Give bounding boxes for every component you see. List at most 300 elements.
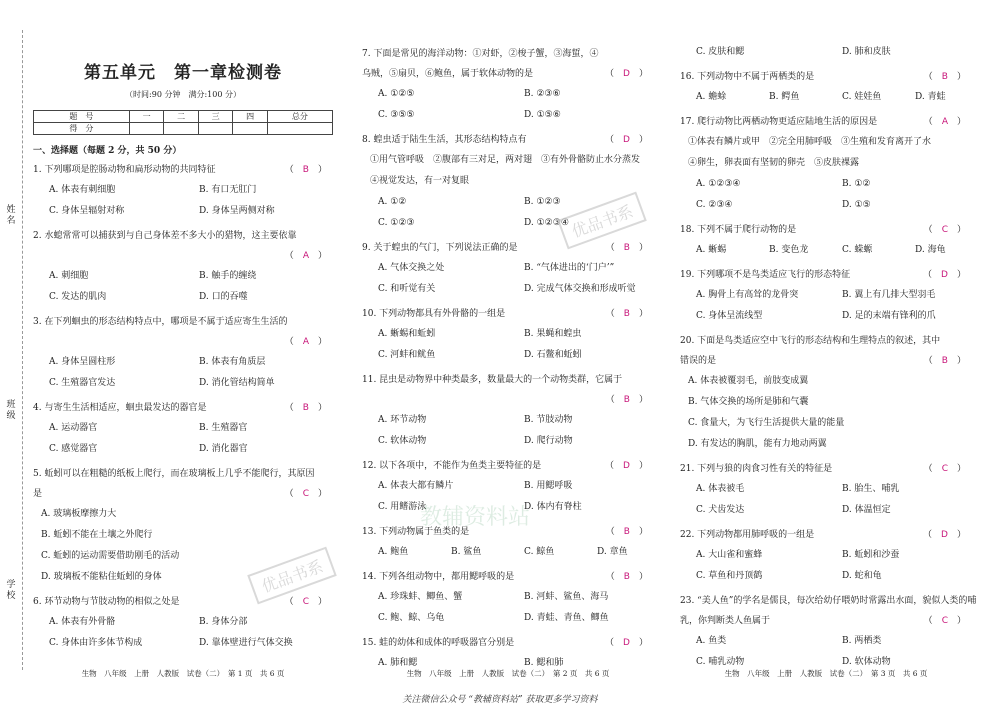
bottom-note: 关注微信公众号 “教辅资料站” 获取更多学习资料: [402, 695, 598, 705]
bracket: （: [605, 638, 624, 648]
watermark: 教辅资料站: [420, 505, 531, 530]
question: [362, 44, 654, 126]
answer-letter: D: [623, 135, 630, 145]
bracket: ）: [629, 461, 648, 471]
question: [680, 591, 977, 673]
answer-letter: D: [623, 461, 630, 471]
option: D. 蛇和龟: [842, 571, 882, 581]
score-row-label: 得 分: [34, 123, 130, 135]
bracket: ）: [947, 464, 966, 474]
bracket: （: [923, 270, 942, 280]
option: B. 有口无肛门: [199, 185, 257, 195]
option: A. ①②: [378, 197, 407, 207]
option: D. 石鳖和蚯蚓: [524, 350, 582, 360]
section-heading: 一、选择题（每题 2 分，共 50 分）: [33, 146, 182, 156]
question-line: 19. 下列哪项不是鸟类适应飞行的形态特征: [680, 270, 851, 280]
option: A. 玻璃板摩擦力大: [41, 509, 117, 519]
answer-mark: [285, 246, 327, 266]
question-line: 是: [33, 489, 43, 499]
answer-letter: C: [941, 225, 948, 235]
page-title: 第五单元 第一章检测卷: [84, 63, 282, 83]
question-text: [33, 398, 333, 418]
column-2: [362, 40, 654, 674]
answer-letter: D: [623, 69, 630, 79]
bracket: （: [923, 616, 942, 626]
answer-letter: B: [623, 243, 630, 253]
question-line: 23. “美人鱼”的学名是儒艮，每次给幼仔喂奶时常露出水面，貌似人类的哺: [680, 596, 977, 606]
bracket: ）: [629, 527, 648, 537]
bracket: ）: [308, 337, 327, 347]
question-line: 14. 下列各组动物中，都用鳃呼吸的是: [362, 572, 515, 582]
question: [33, 592, 333, 654]
question-text: [680, 112, 972, 132]
options: [33, 266, 333, 308]
option: D. 青蛙: [915, 92, 946, 102]
bracket: （: [605, 527, 624, 537]
option: A. ①②⑤: [378, 89, 415, 99]
option: B. 体表有角质层: [199, 357, 266, 367]
option: D. 消化管结构简单: [199, 378, 275, 388]
option: A. 刺细胞: [49, 271, 89, 281]
options: [33, 612, 333, 654]
question-line: 18. 下列不属于爬行动物的是: [680, 225, 797, 235]
question-text: [362, 64, 654, 84]
bracket: ）: [308, 403, 327, 413]
option: C. 鲍、鲸、乌龟: [378, 613, 445, 623]
question-line: 13. 下列动物属于鱼类的是: [362, 527, 470, 537]
option: B. 生殖器官: [199, 423, 248, 433]
option: C. 身体呈流线型: [696, 311, 763, 321]
question-line: 20. 下面是鸟类适应空中飞行的形态结构和生理特点的叙述，其中: [680, 336, 941, 346]
question-text: [680, 591, 977, 611]
question: [362, 567, 654, 629]
option: A. 体表被覆羽毛，前肢变成翼: [688, 376, 809, 386]
answer-mark: [924, 611, 966, 631]
question-text: [680, 351, 972, 371]
publisher-stamp: 优品书系: [247, 547, 337, 605]
option: B. 气体交换的场所是肺和气囊: [688, 397, 809, 407]
bracket: ）: [629, 243, 648, 253]
option: B. 两栖类: [842, 636, 882, 646]
question-text: [362, 633, 654, 653]
question-line: 6. 环节动物与节肢动物的相似之处是: [33, 597, 180, 607]
option: B. 鳃和肺: [524, 658, 564, 668]
question-list: [680, 42, 977, 673]
option: D. 口的吞噬: [199, 292, 248, 302]
option: C. 娃娃鱼: [842, 92, 882, 102]
question: [33, 160, 333, 222]
question-line: 21. 下列与狼的肉食习性有关的特征是: [680, 464, 833, 474]
options: [680, 240, 972, 261]
score-table: [33, 110, 333, 135]
option: C. 河蚌和鱿鱼: [378, 350, 436, 360]
option: C. 用鳍游泳: [378, 502, 427, 512]
answer-letter: B: [623, 309, 630, 319]
bracket: （: [284, 489, 303, 499]
option: C. ②③④: [696, 200, 733, 210]
option: C. 食量大，为飞行生活提供大量的能量: [688, 418, 845, 428]
answer-letter: A: [941, 117, 948, 127]
option: B. 胎生、哺乳: [842, 484, 900, 494]
options: [680, 42, 972, 63]
answer-letter: C: [302, 597, 309, 607]
option: B. 翼上有几排大型羽毛: [842, 290, 936, 300]
question-line: 4. 与寄生生活相适应，蛔虫最发达的器官是: [33, 403, 207, 413]
question-text: [362, 456, 654, 476]
option: D. 足的末端有锋利的爪: [842, 311, 936, 321]
question-text: [680, 67, 972, 87]
option: C. ③⑤⑤: [378, 110, 415, 120]
answer-mark: [285, 592, 327, 612]
question-line: 22. 下列动物都用肺呼吸的一组是: [680, 530, 815, 540]
answer-letter: C: [941, 616, 948, 626]
option: B. “气体进出的‘门户’”: [524, 263, 615, 273]
answer-mark: [923, 265, 966, 285]
question-line: 2. 水螅常常可以捕获到与自己身体差不多大小的猎物，这主要依靠: [33, 231, 297, 241]
option: B. ②③⑥: [524, 89, 561, 99]
answer-mark: [285, 160, 327, 180]
option: B. 蚯蚓不能在土壤之外爬行: [41, 530, 153, 540]
question-text: [680, 331, 972, 351]
question: [680, 220, 972, 261]
answer-letter: B: [623, 572, 630, 582]
score-cell: [267, 123, 332, 135]
option: D. 身体呈两侧对称: [199, 206, 275, 216]
answer-mark: [924, 220, 966, 240]
options: [362, 84, 654, 126]
bracket: ）: [308, 251, 327, 261]
option: A. ①②③④: [696, 179, 741, 189]
question-text: [33, 484, 333, 504]
question-line: 16. 下列动物中不属于两栖类的是: [680, 72, 815, 82]
bracket: ）: [308, 165, 327, 175]
option: D. ①⑤⑥: [524, 110, 561, 120]
option: C. ①②③: [378, 218, 415, 228]
score-cell: [164, 123, 199, 135]
options: [362, 258, 654, 300]
option: C. 犬齿发达: [696, 505, 745, 515]
answer-mark: [923, 525, 966, 545]
answer-letter: B: [941, 356, 948, 366]
question-line: 7. 下面是常见的海洋动物：①对虾，②梭子蟹，③海蜇，④: [362, 49, 599, 59]
option: D. ①⑤: [842, 200, 871, 210]
option: D. 有发达的胸肌，能有力地动两翼: [688, 439, 827, 449]
option: C. 软体动物: [378, 436, 427, 446]
option: A. 大山雀和蜜蜂: [696, 550, 763, 560]
answer-mark: [285, 484, 327, 504]
question: [362, 370, 654, 452]
bracket: ）: [629, 135, 648, 145]
bracket: （: [284, 251, 303, 261]
bracket: ）: [629, 309, 648, 319]
question-text: [33, 312, 333, 332]
option: D. 软体动物: [842, 657, 891, 667]
score-cell: [198, 123, 233, 135]
page-subtitle: （时间:90 分钟 满分:100 分）: [125, 90, 241, 99]
question-line: 9. 关于蝗虫的气门，下列说法正确的是: [362, 243, 518, 253]
answer-mark: [924, 351, 966, 371]
bracket: （: [923, 117, 942, 127]
options: [680, 545, 972, 587]
answer-letter: B: [302, 403, 309, 413]
option: D. 爬行动物: [524, 436, 573, 446]
question: [680, 265, 972, 327]
bracket: ）: [947, 270, 966, 280]
question-line: 错误的是: [680, 356, 717, 366]
publisher-stamp: 优品书系: [557, 192, 647, 250]
answer-mark: [924, 459, 966, 479]
option: D. 肺和皮肤: [842, 47, 891, 57]
options: [680, 87, 972, 108]
question: [362, 238, 654, 300]
question-line: 15. 蛙的幼体和成体的呼吸器官分别是: [362, 638, 515, 648]
option: B. ①②③: [524, 197, 561, 207]
option: D. 海龟: [915, 245, 946, 255]
bracket: （: [923, 464, 942, 474]
option: C. 发达的肌肉: [49, 292, 107, 302]
option: B. 变色龙: [769, 245, 809, 255]
binding-line: [22, 30, 23, 670]
options: [362, 324, 654, 366]
name-label: 姓名: [6, 205, 16, 226]
question-line: 10. 下列动物都具有外骨骼的一组是: [362, 309, 506, 319]
question: [362, 304, 654, 366]
bracket: （: [605, 135, 624, 145]
bracket: （: [605, 461, 624, 471]
bracket: ）: [947, 117, 966, 127]
page-footer: 生物 八年级 上册 人教版 试卷（二） 第 3 页 共 6 页: [724, 669, 928, 678]
question: [680, 67, 972, 108]
question-line: 3. 在下列蛔虫的形态结构特点中，哪项是不属于适应寄生生活的: [33, 317, 288, 327]
bracket: ）: [947, 72, 966, 82]
answer-mark: [924, 67, 966, 87]
question-line: 12. 以下各项中，不能作为鱼类主要特征的是: [362, 461, 542, 471]
option: A. 体表大都有鳞片: [378, 481, 454, 491]
question-text: [362, 130, 654, 150]
option: A. 蜥蜴和蚯蚓: [378, 329, 436, 339]
answer-letter: B: [623, 527, 630, 537]
option: B. 节肢动物: [524, 415, 573, 425]
option: A. 体表有刺细胞: [49, 185, 116, 195]
question-text: [362, 390, 654, 410]
option: A. 肺和鳃: [378, 658, 418, 668]
option: B. ①②: [842, 179, 871, 189]
options: [362, 410, 654, 452]
question-line: 1. 下列哪项是腔肠动物和扁形动物的共同特征: [33, 165, 216, 175]
score-cell: [233, 123, 268, 135]
bracket: （: [605, 395, 624, 405]
options: [680, 285, 972, 327]
option: ①用气管呼吸 ②腹部有三对足，两对翅 ③有外骨骼防止水分蒸发: [370, 155, 641, 165]
column-3: [680, 38, 977, 673]
answer-letter: C: [302, 489, 309, 499]
answer-mark: [606, 238, 648, 258]
score-header-cell: 题 号: [34, 111, 130, 123]
bracket: （: [605, 69, 624, 79]
score-header-cell: 一: [129, 111, 164, 123]
question-text: [362, 238, 654, 258]
question-text: [33, 592, 333, 612]
bracket: （: [923, 356, 942, 366]
options: [362, 587, 654, 629]
question-text: [33, 332, 333, 352]
option: ④视觉发达，有一对复眼: [370, 176, 470, 186]
question-text: [362, 370, 654, 390]
question: [680, 331, 972, 455]
option: A. 珍珠蚌、鲫鱼、蟹: [378, 592, 463, 602]
page-footer: 生物 八年级 上册 人教版 试卷（二） 第 1 页 共 6 页: [81, 669, 285, 678]
page-footer: 生物 八年级 上册 人教版 试卷（二） 第 2 页 共 6 页: [406, 669, 610, 678]
question-text: [680, 611, 972, 631]
bracket: （: [923, 225, 942, 235]
option: B. 果蝇和蝗虫: [524, 329, 582, 339]
score-header-cell: 总分: [267, 111, 332, 123]
bracket: ）: [629, 69, 648, 79]
bracket: ）: [308, 597, 327, 607]
option: C. 身体由许多体节构成: [49, 638, 143, 648]
option: A. 胸骨上有高耸的龙骨突: [696, 290, 799, 300]
question: [680, 459, 972, 521]
question-text: [33, 246, 333, 266]
answer-mark: [285, 332, 327, 352]
question-line: 11. 昆虫是动物界中种类最多，数量最大的一个动物类群，它属于: [362, 375, 623, 385]
question-text: [680, 525, 972, 545]
option: D. 靠体壁进行气体交换: [199, 638, 293, 648]
option: C. 蚯蚓的运动需要借助刚毛的活动: [41, 551, 180, 561]
option: D. ①②③④: [524, 218, 569, 228]
option: C. 身体呈辐射对称: [49, 206, 125, 216]
answer-mark: [606, 522, 648, 542]
bracket: （: [605, 309, 624, 319]
option: B. 河蚌、鲨鱼、海马: [524, 592, 609, 602]
option: D. 章鱼: [597, 547, 628, 557]
option: B. 用鳃呼吸: [524, 481, 573, 491]
option: C. 蝾螈: [842, 245, 873, 255]
bracket: （: [923, 72, 942, 82]
option: B. 蚯蚓和沙蚕: [842, 550, 900, 560]
option: D. 消化器官: [199, 444, 248, 454]
option: A. 体表有外骨骼: [49, 617, 116, 627]
answer-letter: B: [623, 395, 630, 405]
question-text: [680, 459, 972, 479]
bracket: ）: [308, 489, 327, 499]
question-line: 乳，你判断类人鱼属于: [680, 616, 771, 626]
option: A. 气体交换之处: [378, 263, 445, 273]
bracket: （: [923, 530, 942, 540]
bracket: （: [284, 337, 303, 347]
option: A. 鲍鱼: [378, 547, 409, 557]
option: A. 环节动物: [378, 415, 427, 425]
question-text: [680, 265, 972, 285]
answer-letter: D: [941, 530, 948, 540]
question-text: [362, 567, 654, 587]
options: [33, 180, 333, 222]
option: A. 蜥蜴: [696, 245, 727, 255]
option: A. 身体呈圆柱形: [49, 357, 116, 367]
score-cell: [129, 123, 164, 135]
bracket: （: [284, 165, 303, 175]
option: C. 和听觉有关: [378, 284, 436, 294]
answer-mark: [605, 456, 648, 476]
question-text: [680, 220, 972, 240]
bracket: ）: [947, 356, 966, 366]
answer-letter: A: [302, 251, 309, 261]
answer-mark: [606, 567, 648, 587]
question: [33, 398, 333, 460]
question: [33, 312, 333, 394]
option: C. 鲸鱼: [524, 547, 555, 557]
question: [680, 112, 972, 216]
options: [362, 542, 654, 563]
question-line: 17. 爬行动物比两栖动物更适应陆地生活的原因是: [680, 117, 878, 127]
bracket: （: [284, 597, 303, 607]
option: D. 体温恒定: [842, 505, 891, 515]
answer-letter: C: [941, 464, 948, 474]
question: [33, 226, 333, 308]
question-line: 乌贼，⑤扇贝，⑥鲍鱼，属于软体动物的是: [362, 69, 534, 79]
options: [680, 631, 972, 673]
option: B. 鳄鱼: [769, 92, 800, 102]
option: A. 蟾蜍: [696, 92, 727, 102]
question: [680, 42, 972, 63]
question: [680, 525, 972, 587]
answer-letter: A: [302, 337, 309, 347]
option: A. 体表被毛: [696, 484, 745, 494]
question-text: [33, 160, 333, 180]
option: D. 玻璃板不能粘住蚯蚓的身体: [41, 572, 162, 582]
answer-mark: [606, 390, 648, 410]
option: ④卵生，卵表面有坚韧的卵壳 ⑤皮肤裸露: [688, 158, 860, 168]
bracket: ）: [947, 616, 966, 626]
answer-mark: [285, 398, 327, 418]
option: C. 草鱼和丹顶鹤: [696, 571, 763, 581]
question-line: 5. 蚯蚓可以在粗糙的纸板上爬行，而在玻璃板上几乎不能爬行，其原因: [33, 469, 315, 479]
bracket: （: [605, 572, 624, 582]
bracket: ）: [629, 395, 648, 405]
option: A. 鱼类: [696, 636, 727, 646]
option: D. 完成气体交换和形成听觉: [524, 284, 636, 294]
bracket: （: [605, 243, 624, 253]
score-header-cell: 二: [164, 111, 199, 123]
option: D. 青蛙、青鱼、鲫鱼: [524, 613, 609, 623]
option: A. 运动器官: [49, 423, 98, 433]
question-text: [33, 226, 333, 246]
bracket: ）: [947, 225, 966, 235]
answer-mark: [606, 304, 648, 324]
option: D. 体内有脊柱: [524, 502, 582, 512]
bracket: ）: [629, 638, 648, 648]
option: C. 哺乳动物: [696, 657, 745, 667]
bracket: ）: [947, 530, 966, 540]
option: C. 皮肤和鳃: [696, 47, 745, 57]
class-label: 班级: [6, 400, 16, 421]
option: C. 感觉器官: [49, 444, 98, 454]
options: [33, 352, 333, 394]
question-list: [362, 44, 654, 674]
answer-letter: B: [941, 72, 948, 82]
option: B. 鲨鱼: [451, 547, 482, 557]
answer-mark: [924, 112, 966, 132]
option: B. 触手的缠绕: [199, 271, 257, 281]
answer-letter: D: [941, 270, 948, 280]
bracket: （: [284, 403, 303, 413]
question-text: [362, 304, 654, 324]
sidebar: [0, 0, 28, 708]
options: [680, 174, 972, 216]
question-text: [33, 464, 333, 484]
options: [680, 479, 972, 521]
answer-letter: D: [623, 638, 630, 648]
